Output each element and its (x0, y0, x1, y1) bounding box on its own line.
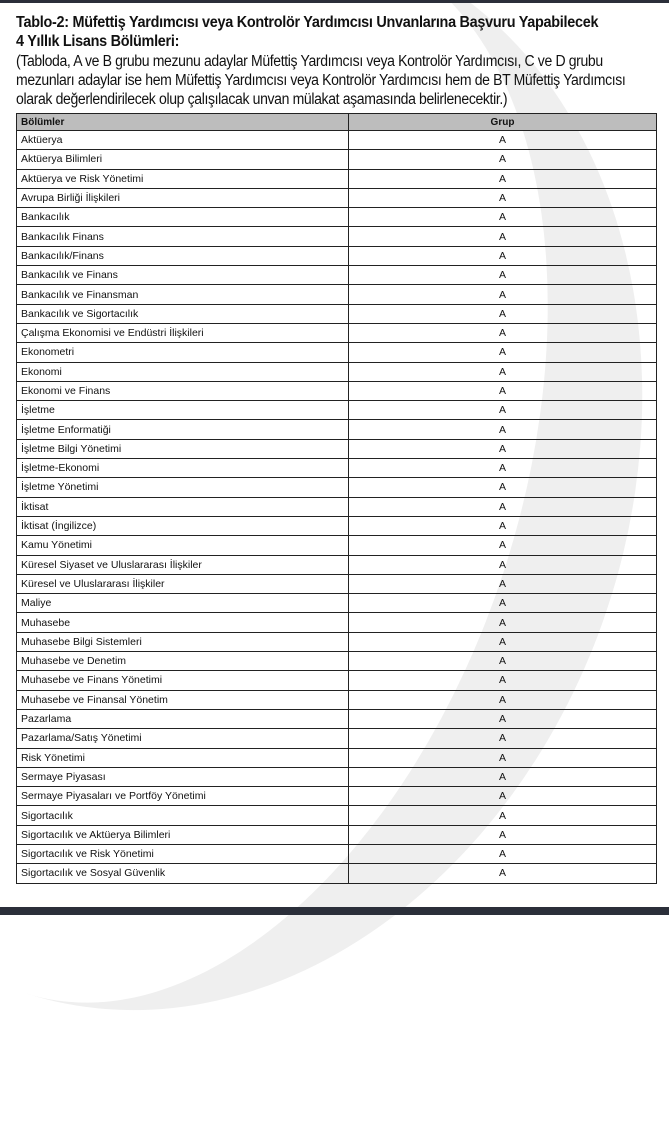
department-name: Çalışma Ekonomisi ve Endüstri İlişkileri (17, 323, 349, 342)
group-value: A (349, 613, 657, 632)
department-name: Bankacılık/Finans (17, 246, 349, 265)
department-name: Sigortacılık ve Aktüerya Bilimleri (17, 825, 349, 844)
table-row (17, 864, 657, 883)
table-row (17, 844, 657, 863)
table-row (17, 748, 657, 767)
department-name: Pazarlama/Satış Yönetimi (17, 729, 349, 748)
group-value: A (349, 555, 657, 574)
group-value: A (349, 594, 657, 613)
department-name: Ekonomi (17, 362, 349, 381)
table-row (17, 594, 657, 613)
department-name: Aktüerya Bilimleri (17, 150, 349, 169)
department-name: Küresel ve Uluslararası İlişkiler (17, 574, 349, 593)
table-row (17, 266, 657, 285)
group-value: A (349, 266, 657, 285)
department-name: Muhasebe ve Finansal Yönetim (17, 690, 349, 709)
department-name: Sigortacılık ve Sosyal Güvenlik (17, 864, 349, 883)
top-bar (0, 0, 669, 3)
department-name: Muhasebe (17, 613, 349, 632)
department-name: Risk Yönetimi (17, 748, 349, 767)
table-row (17, 246, 657, 265)
department-name: Avrupa Birliği İlişkileri (17, 188, 349, 207)
department-name: Pazarlama (17, 709, 349, 728)
department-name: İşletme Yönetimi (17, 478, 349, 497)
group-value: A (349, 806, 657, 825)
group-value: A (349, 150, 657, 169)
department-name: Sermaye Piyasaları ve Portföy Yönetimi (17, 787, 349, 806)
department-name: İşletme Enformatiği (17, 420, 349, 439)
group-value: A (349, 169, 657, 188)
group-value: A (349, 285, 657, 304)
department-name: Ekonometri (17, 343, 349, 362)
department-name: Muhasebe ve Finans Yönetimi (17, 671, 349, 690)
group-value: A (349, 343, 657, 362)
group-value: A (349, 864, 657, 883)
department-name: Bankacılık (17, 208, 349, 227)
group-value: A (349, 439, 657, 458)
department-name: Ekonomi ve Finans (17, 381, 349, 400)
table-row (17, 632, 657, 651)
table-header (17, 114, 657, 131)
table-row (17, 131, 657, 150)
table-row (17, 208, 657, 227)
department-name: Bankacılık Finans (17, 227, 349, 246)
table-row (17, 709, 657, 728)
department-name: Muhasebe Bilgi Sistemleri (17, 632, 349, 651)
department-name: İşletme Bilgi Yönetimi (17, 439, 349, 458)
department-name: Bankacılık ve Finansman (17, 285, 349, 304)
table-row (17, 787, 657, 806)
group-value: A (349, 729, 657, 748)
department-name: İktisat (17, 497, 349, 516)
group-value: A (349, 671, 657, 690)
note-line: olarak değerlendirilecek olup çalışılacak unvan mülakat aşamasında belirlenecektir.) (16, 91, 508, 108)
title-line: 4 Yıllık Lisans Bölümleri: (16, 33, 180, 50)
table-row (17, 459, 657, 478)
department-name: Bankacılık ve Sigortacılık (17, 304, 349, 323)
table-row (17, 516, 657, 535)
department-name: Sigortacılık ve Risk Yönetimi (17, 844, 349, 863)
group-value: A (349, 323, 657, 342)
header-grup: Grup (349, 114, 657, 131)
table-row (17, 343, 657, 362)
table-row (17, 227, 657, 246)
table-row (17, 478, 657, 497)
note-line: (Tabloda, A ve B grubu mezunu adaylar Müfettiş Yardımcısı veya Kontrolör Yardımcısı, C ve D grubu (16, 53, 603, 70)
table-row (17, 323, 657, 342)
table-row (17, 362, 657, 381)
department-name: Aktüerya (17, 131, 349, 150)
group-value: A (349, 690, 657, 709)
table-row (17, 729, 657, 748)
table-row (17, 150, 657, 169)
group-value: A (349, 459, 657, 478)
table-row (17, 304, 657, 323)
table-row (17, 767, 657, 786)
group-value: A (349, 497, 657, 516)
header-bolumler: Bölümler (17, 114, 349, 131)
department-name: Sermaye Piyasası (17, 767, 349, 786)
table-row (17, 806, 657, 825)
table-row (17, 285, 657, 304)
departments-table (16, 113, 657, 884)
group-value: A (349, 652, 657, 671)
table-row (17, 690, 657, 709)
note-line: mezunları adaylar ise hem Müfettiş Yardımcısı veya Kontrolör Yardımcısı hem de BT Müfettiş Yardımcısı (16, 72, 626, 89)
page-title (16, 13, 598, 51)
group-value: A (349, 401, 657, 420)
title-line: Tablo-2: Müfettiş Yardımcısı veya Kontrolör Yardımcısı Unvanlarına Başvuru Yapabilecek (16, 14, 599, 31)
table-row (17, 381, 657, 400)
table-row (17, 613, 657, 632)
group-value: A (349, 227, 657, 246)
group-value: A (349, 188, 657, 207)
table-row (17, 439, 657, 458)
table-row (17, 401, 657, 420)
table-row (17, 555, 657, 574)
group-value: A (349, 304, 657, 323)
group-value: A (349, 478, 657, 497)
group-value: A (349, 748, 657, 767)
department-name: Bankacılık ve Finans (17, 266, 349, 285)
department-name: Aktüerya ve Risk Yönetimi (17, 169, 349, 188)
group-value: A (349, 362, 657, 381)
table-row (17, 188, 657, 207)
department-name: Muhasebe ve Denetim (17, 652, 349, 671)
group-value: A (349, 574, 657, 593)
table-row (17, 652, 657, 671)
department-name: Maliye (17, 594, 349, 613)
group-value: A (349, 825, 657, 844)
table-row (17, 671, 657, 690)
department-name: Kamu Yönetimi (17, 536, 349, 555)
group-value: A (349, 131, 657, 150)
department-name: İktisat (İngilizce) (17, 516, 349, 535)
department-name: Küresel Siyaset ve Uluslararası İlişkiler (17, 555, 349, 574)
note-text (16, 52, 650, 109)
table-row (17, 420, 657, 439)
group-value: A (349, 420, 657, 439)
table-row (17, 169, 657, 188)
table-row (17, 536, 657, 555)
group-value: A (349, 536, 657, 555)
department-name: Sigortacılık (17, 806, 349, 825)
group-value: A (349, 787, 657, 806)
group-value: A (349, 516, 657, 535)
table-row (17, 574, 657, 593)
bottom-bar (0, 907, 669, 915)
group-value: A (349, 246, 657, 265)
department-name: İşletme-Ekonomi (17, 459, 349, 478)
table-row (17, 825, 657, 844)
group-value: A (349, 767, 657, 786)
group-value: A (349, 632, 657, 651)
group-value: A (349, 381, 657, 400)
table-row (17, 497, 657, 516)
department-name: İşletme (17, 401, 349, 420)
group-value: A (349, 844, 657, 863)
group-value: A (349, 709, 657, 728)
group-value: A (349, 208, 657, 227)
